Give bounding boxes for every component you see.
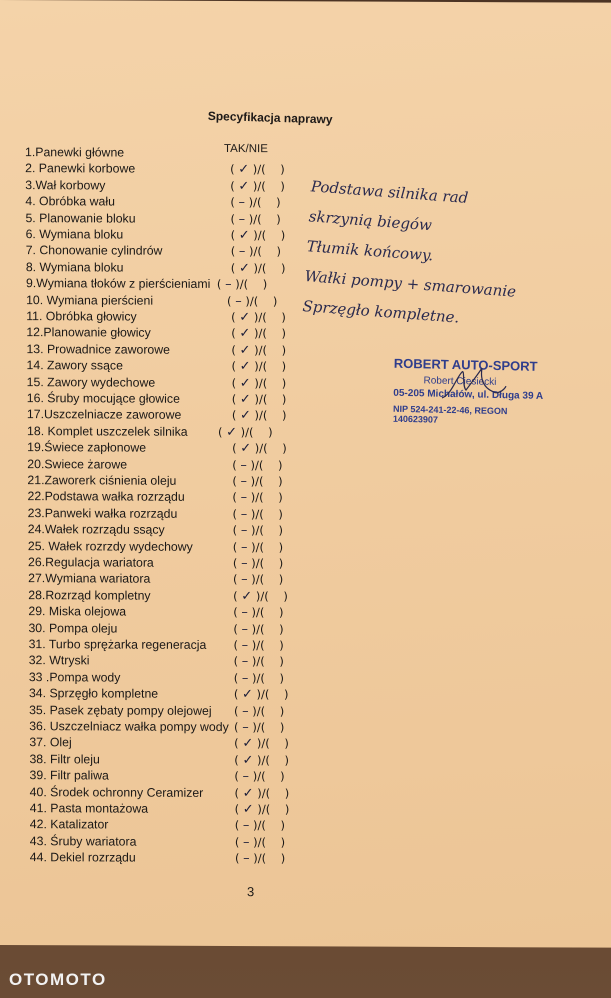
tak-nie-mark: ( ✓ )/( ) — [231, 408, 287, 424]
tak-nie-mark: ( – )/( ) — [232, 506, 283, 522]
stamp-ids: NIP 524-241-22-46, REGON 140623907 — [392, 403, 508, 425]
item-label: 2. Panewki korbowe — [25, 161, 136, 176]
tak-nie-mark: ( ✓ )/( ) — [230, 162, 285, 178]
stamp-address: 05-205 Michałów, ul. Długa 39 A — [393, 387, 544, 402]
tak-nie-mark: ( – )/( ) — [230, 211, 281, 227]
check-mark: ✓ — [242, 736, 254, 752]
check-mark: ✓ — [242, 802, 254, 818]
check-mark: ✓ — [239, 392, 251, 408]
dash-mark: – — [240, 474, 247, 490]
tak-nie-mark: ( ✓ )/( ) — [231, 375, 287, 391]
tak-nie-mark: ( ✓ )/( ) — [231, 326, 286, 342]
handwritten-notes — [302, 171, 582, 341]
handwritten-line: Sprzęgło kompletne. — [301, 297, 460, 327]
tak-nie-mark: ( ✓ )/( ) — [233, 588, 288, 604]
check-mark: ✓ — [241, 687, 253, 703]
check-mark: ✓ — [239, 310, 251, 326]
tak-nie-mark: ( – )/( ) — [233, 621, 284, 637]
item-label: 10. Wymiana pierścieni — [26, 292, 154, 308]
dash-mark: – — [240, 490, 248, 506]
tak-nie-mark: ( – )/( ) — [233, 670, 284, 686]
item-label: 32. Wtryski — [28, 653, 90, 668]
tak-nie-mark: ( – )/( ) — [233, 638, 284, 654]
item-label: 20.Swiece żarowe — [27, 456, 128, 472]
item-label: 23.Panweki wałka rozrządu — [27, 505, 178, 521]
tak-nie-mark: ( ✓ )/( ) — [231, 310, 286, 326]
check-mark: ✓ — [239, 359, 251, 375]
check-mark: ✓ — [240, 441, 252, 457]
item-label: 8. Wymiana bloku — [25, 259, 124, 275]
check-mark: ✓ — [239, 375, 251, 391]
check-mark: ✓ — [240, 408, 251, 424]
handwritten-line: skrzynią biegów — [308, 207, 433, 235]
item-label: 40. Środek ochronny Ceramizer — [29, 784, 204, 800]
item-label: 41. Pasta montażowa — [29, 801, 149, 816]
tak-nie-mark: ( ✓ )/( ) — [234, 752, 289, 768]
dash-mark: – — [243, 851, 250, 867]
check-mark: ✓ — [242, 785, 254, 801]
check-mark: ✓ — [238, 162, 250, 178]
item-label: 31. Turbo sprężarka regeneracja — [28, 637, 207, 652]
item-label: 15. Zawory wydechowe — [26, 374, 156, 390]
check-mark: ✓ — [241, 588, 253, 604]
dash-mark: – — [241, 621, 249, 637]
stamp-owner: Robert Ciesiecki — [423, 375, 497, 388]
stamp-company-name: ROBERT AUTO-SPORT — [393, 355, 538, 374]
item-label: 14. Zawory ssące — [26, 358, 123, 373]
tak-nie-mark: ( ✓ )/( ) — [234, 785, 290, 801]
tak-nie-mark: ( – )/( ) — [232, 490, 283, 506]
tak-nie-mark: ( ✓ )/( ) — [230, 178, 285, 194]
item-label: 13. Prowadnice zaworowe — [26, 341, 170, 357]
tak-nie-mark: ( – )/( ) — [230, 195, 281, 211]
item-label: 3.Wał korbowy — [25, 177, 106, 193]
item-label: 18. Komplet uszczelek silnika — [27, 423, 188, 439]
dash-mark: – — [240, 523, 248, 539]
tak-nie-mark: ( ✓ )/( ) — [231, 342, 287, 358]
item-label: 6. Wymiana bloku — [25, 227, 124, 242]
dash-mark: – — [238, 211, 246, 227]
item-label: 24.Wałek rozrządu ssący — [27, 522, 165, 537]
tak-nie-mark: ( – )/( ) — [234, 769, 285, 785]
item-label: 5. Planowanie bloku — [25, 210, 136, 226]
dash-mark: – — [225, 277, 232, 293]
item-label: 37. Olej — [29, 735, 72, 750]
item-label: 9.Wymiana tłoków z pierścieniami — [25, 276, 211, 292]
tak-nie-mark: ( – )/( ) — [234, 818, 286, 834]
dash-mark: – — [238, 195, 245, 211]
item-label: 17.Uszczelniacze zaworowe — [26, 407, 182, 423]
dash-mark: – — [241, 654, 249, 670]
tak-nie-mark: ( – )/( ) — [233, 605, 284, 621]
item-label: 36. Uszczelniacz wałka pompy wody — [29, 719, 229, 734]
dash-mark: – — [240, 457, 247, 473]
handwritten-line: Wałki pompy + smarowanie — [304, 267, 517, 301]
repair-items-list — [0, 0, 320, 901]
dash-mark: – — [241, 556, 248, 572]
tak-nie-mark: ( – )/( ) — [232, 539, 284, 555]
dash-mark: – — [241, 670, 249, 686]
tak-nie-mark: ( – )/( ) — [232, 523, 283, 539]
dash-mark: – — [240, 539, 248, 555]
tak-nie-mark: ( – )/( ) — [233, 654, 284, 670]
tak-nie-mark: ( ✓ )/( ) — [232, 441, 287, 457]
dash-mark: – — [242, 703, 249, 719]
dash-mark: – — [243, 834, 250, 850]
document-title: Specyfikacja naprawy — [207, 108, 333, 127]
dash-mark: – — [241, 605, 248, 621]
check-mark: ✓ — [238, 178, 250, 194]
tak-nie-mark: ( ✓ )/( ) — [230, 228, 286, 244]
tak-nie-mark: ( ✓ )/( ) — [233, 687, 289, 703]
item-label: 12.Planowanie głowicy — [26, 325, 151, 341]
item-label: 33 .Pompa wody — [28, 669, 121, 685]
tak-nie-mark: ( ✓ )/( ) — [231, 359, 287, 375]
dash-mark: – — [241, 572, 248, 588]
tak-nie-mark: ( – )/( ) — [232, 556, 284, 572]
dash-mark: – — [241, 638, 249, 654]
handwritten-line: Podstawa silnika rad — [310, 177, 469, 207]
item-label: 19.Świece zapłonowe — [27, 440, 147, 455]
column-header: TAK/NIE — [224, 142, 268, 156]
tak-nie-mark: ( – )/( ) — [227, 293, 278, 309]
check-mark: ✓ — [238, 260, 250, 276]
item-label: 7. Chonowanie cylindrów — [25, 243, 163, 259]
item-label: 42. Katalizator — [29, 817, 109, 832]
item-label: 35. Pasek zębaty pompy olejowej — [29, 702, 212, 718]
signature — [438, 364, 508, 404]
item-label: 27.Wymiana wariatora — [28, 571, 151, 587]
tak-nie-mark: ( ✓ )/( ) — [230, 260, 286, 276]
dash-mark: – — [238, 244, 246, 260]
check-mark: ✓ — [242, 752, 254, 768]
item-label: 38. Filtr oleju — [29, 751, 100, 767]
item-label: 34. Sprzęgło kompletne — [28, 686, 159, 701]
tak-nie-mark: ( – )/( ) — [216, 277, 268, 293]
tak-nie-mark: ( – )/( ) — [230, 244, 281, 260]
dash-mark: – — [235, 293, 242, 309]
handwritten-line: Tłumik końcowy. — [306, 237, 434, 265]
item-label: 11. Obróbka głowicy — [26, 309, 137, 324]
tak-nie-mark: ( ✓ )/( ) — [234, 736, 289, 752]
page-number: 3 — [247, 884, 255, 900]
dash-mark: – — [242, 769, 250, 785]
tak-nie-mark: ( ✓ )/( ) — [217, 424, 273, 440]
item-label: 29. Miska olejowa — [28, 604, 127, 619]
tak-nie-mark: ( ✓ )/( ) — [234, 802, 290, 818]
dash-mark: – — [242, 818, 250, 834]
item-label: 16. Śruby mocujące głowice — [26, 391, 180, 406]
tak-nie-mark: ( – )/( ) — [232, 457, 283, 473]
dash-mark: – — [240, 506, 248, 522]
tak-nie-mark: ( – )/( ) — [233, 572, 284, 588]
tak-nie-mark: ( – )/( ) — [232, 474, 283, 490]
tak-nie-mark: ( – )/( ) — [234, 834, 286, 850]
item-label: 4. Obróbka wału — [25, 194, 115, 209]
tak-nie-mark: ( – )/( ) — [234, 720, 285, 736]
dash-mark: – — [242, 720, 249, 736]
tak-nie-mark: ( – )/( ) — [234, 851, 286, 867]
item-label: 22.Podstawa wałka rozrządu — [27, 489, 185, 505]
check-mark: ✓ — [238, 228, 250, 244]
otomoto-watermark: OTOMOTO — [9, 970, 107, 989]
check-mark: ✓ — [226, 424, 238, 440]
item-label: 44. Dekiel rozrządu — [29, 850, 136, 865]
check-mark: ✓ — [239, 342, 251, 358]
item-label: 25. Wałek rozrzdy wydechowy — [27, 538, 193, 554]
item-label: 30. Pompa oleju — [28, 620, 118, 636]
check-mark: ✓ — [239, 326, 251, 342]
item-label: 26.Regulacja wariatora — [28, 555, 154, 570]
tak-nie-mark: ( – )/( ) — [233, 703, 285, 719]
item-label: 39. Filtr paliwa — [29, 768, 109, 783]
tak-nie-mark: ( ✓ )/( ) — [231, 392, 287, 408]
item-label: 21.Zaworerk ciśnienia oleju — [27, 473, 177, 488]
item-label: 28.Rozrząd kompletny — [28, 587, 151, 603]
item-label: 43. Śruby wariatora — [29, 833, 137, 849]
item-label: 1.Panewki główne — [25, 145, 125, 160]
